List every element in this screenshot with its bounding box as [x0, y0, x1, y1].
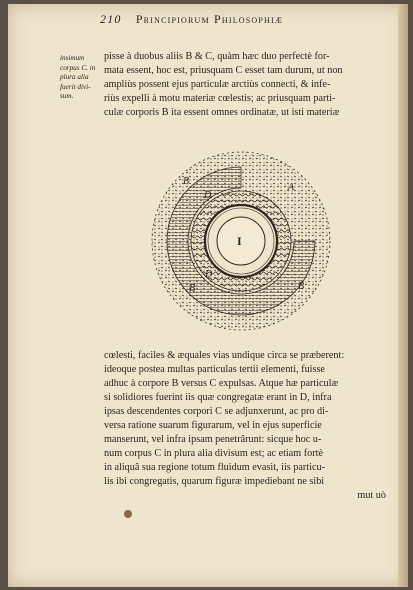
text-line: in aliquâ sua regione totum fluidum evasit, iis particu-	[104, 462, 325, 473]
figure-label-d: D	[204, 190, 212, 201]
text-line: ipsas descendentes corpori C se adjunxerunt, ac pro di-	[104, 406, 329, 417]
book-page	[8, 4, 408, 587]
text-line: versa ratione suarum figurarum, vel in ejus superficie	[104, 420, 322, 431]
text-line: lis ibi congregatis, quarum figuræ impediebant ne sibi	[104, 476, 325, 487]
paragraph-bottom	[104, 349, 386, 503]
text-line: mata essent, hoc est, priusquam C esset tam durum, ut non	[104, 65, 343, 76]
cosmology-figure	[136, 150, 346, 332]
margin-note	[60, 54, 104, 102]
text-line: adhuc à corpore B versus C expulsas. Atque hæ particulæ	[104, 378, 339, 389]
catchword: mut uò	[357, 490, 386, 501]
figure-label-d-lower: D	[205, 269, 213, 280]
margin-note-line: corpus C. in	[60, 63, 96, 72]
margin-note-line: plura alia	[60, 73, 89, 82]
text-line: pisse à duobus aliis B & C, quàm hæc duo perfectè for-	[104, 51, 330, 62]
running-header	[100, 12, 390, 27]
figure-label-b-lower-right: B	[298, 281, 305, 292]
text-line: culæ corporis B ita essent omnes ordinatæ, ut isti materiæ	[104, 107, 340, 118]
text-line: cœlesti, faciles & æquales vias undique circa se præberent:	[104, 350, 345, 361]
figure-label-a: A	[288, 182, 295, 193]
margin-note-line: fuerit divi-	[60, 82, 91, 91]
text-line: ideoque postea multas particulas tertii elementi, fuisse	[104, 364, 325, 375]
text-line: num corpus C in plura alia divisum est; ac etiam fortè	[104, 448, 323, 459]
margin-note-line: sum.	[60, 92, 74, 101]
paragraph-top	[104, 50, 386, 120]
text-line: ampliùs possent ejus particulæ arctiùs connecti, & infe-	[104, 79, 331, 90]
figure-label-b-lower-left: B	[189, 283, 196, 294]
ink-stain	[124, 510, 132, 518]
page-edge	[398, 4, 408, 587]
margin-note-line: insimum	[60, 54, 85, 62]
figure-label-b: B	[183, 176, 190, 187]
text-line: si solidiores fuerint iis quæ congregatæ erant in D, infra	[104, 392, 332, 403]
page-number: 210	[100, 12, 122, 26]
text-line: riùs expelli à motu materiæ cœlestis; ac priusquam parti-	[104, 93, 336, 104]
text-line: manserunt, vel infra ipsam penetrârunt: sicque hoc u-	[104, 434, 322, 445]
running-title: Principiorum Philosophiæ	[135, 12, 284, 26]
figure-label-i: I	[237, 234, 242, 248]
